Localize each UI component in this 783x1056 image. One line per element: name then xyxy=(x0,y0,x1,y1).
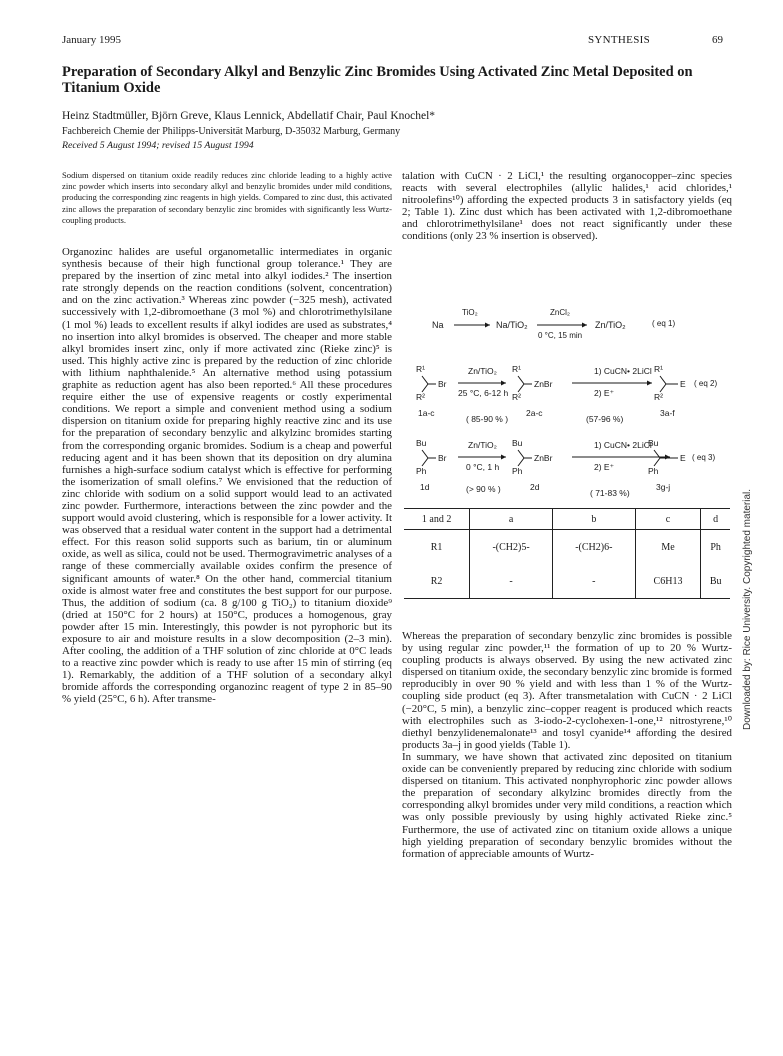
table-header-cell: c xyxy=(635,509,701,530)
eq1-reactant: Na xyxy=(432,320,444,330)
equation-2 xyxy=(416,364,717,424)
table-cell: -(CH2)6- xyxy=(552,530,635,565)
eq2-e: E xyxy=(680,379,686,389)
eq2-yield-2: (57-96 %) xyxy=(586,414,624,424)
body-left-column xyxy=(62,246,392,706)
eq1-label: ( eq 1) xyxy=(652,319,676,328)
eq3-ph-start: Ph xyxy=(416,466,427,476)
received-date: Received 5 August 1994; revised 15 August 1994 xyxy=(62,140,254,151)
body-right-top xyxy=(402,170,732,243)
eq2-yield-1: ( 85-90 % ) xyxy=(466,414,509,424)
table-header-cell: 1 and 2 xyxy=(404,509,470,530)
table-header-cell: b xyxy=(552,509,635,530)
eq2-br: Br xyxy=(438,379,447,389)
body-right-paragraph-1: Whereas the preparation of secondary benzylic zinc bromides is possible by using regular zinc powder,¹¹ the formation of up to 20 % Wurtz-coupling products is always observed. By using the new activated zinc dispersed on titanium oxide, the secondary benzylic zinc bromide is formed reproducibly in over 90 % yield and with less than 1 % of the Wurtz-coupling side product (eq 3). After transmetalation with CuCN · 2 LiCl (−20°C, 5 min), a benzylic zinc–copper reagent is produced which reacts with electrophiles such as 3-iodo-2-cyclohexen-1-one,¹² nitrostyrene,¹⁰ diethyl benzylidenemalonate¹³ and tosyl cyanide¹⁴ affording the desired products 3a–j in good yields (Table 1). xyxy=(402,630,732,751)
eq2-r1-start: R¹ xyxy=(416,364,425,374)
table-header-row xyxy=(404,509,730,530)
eq2-r1-mid: R¹ xyxy=(512,364,521,374)
eq3-ph-end: Ph xyxy=(648,466,659,476)
eq2-r2-end: R² xyxy=(654,392,663,402)
eq3-start-bonds xyxy=(422,450,436,466)
eq2-conditions: 25 °C, 6-12 h xyxy=(458,388,509,398)
body-right-bottom xyxy=(402,630,732,860)
body-right-top-text: talation with CuCN · 2 LiCl,¹ the resulting organocopper–zinc species reacts with several electrophiles (allylic halides,¹ acid chlorides,¹ nitroolefins¹⁰) affording the expected products 3 in satisfactory yields (eq 2; Table 1). Zinc dust which has been activated with 1,2-dibromoethane and chlorotrimethylsilane¹ does not react significantly under these conditions (only 23 % insertion is observed). xyxy=(402,170,732,243)
eq2-start-label: 1a-c xyxy=(418,408,435,418)
eq1-reagent-2: ZnCl₂ xyxy=(550,308,570,317)
eq3-bu-start: Bu xyxy=(416,438,427,448)
eq2-reagent: Zn/TiO₂ xyxy=(468,366,497,376)
eq3-yield-1: (> 90 % ) xyxy=(466,484,501,494)
eq3-step-1: 1) CuCN• 2LiCl xyxy=(594,440,652,450)
table-cell: R2 xyxy=(404,564,470,599)
eq3-bu-mid: Bu xyxy=(512,438,523,448)
eq2-r2-mid: R² xyxy=(512,392,521,402)
table-row xyxy=(404,530,730,565)
table-cell: Me xyxy=(635,530,701,565)
equation-3 xyxy=(416,438,715,498)
download-watermark: Downloaded by: Rice University. Copyrighted material. xyxy=(742,488,753,730)
table-cell: -(CH2)5- xyxy=(470,530,553,565)
affiliation: Fachbereich Chemie der Philipps-Universität Marburg, D-35032 Marburg, Germany xyxy=(62,126,401,137)
table-header-cell: a xyxy=(470,509,553,530)
eq1-arrowhead-1 xyxy=(485,323,490,328)
body-right-paragraph-2: In summary, we have shown that activated zinc deposited on titanium oxide can be conveniently prepared by reducing zinc chloride with sodium dispersed on titanium. This activated nonphyrophoric zinc powder allows the preparation of secondary alkylzinc bromides directly from the corresponding alkyl bromides under very mild conditions, a reaction which was only possible previously by using highly activated Rieke zinc.⁵ Furthermore, the use of activated zinc on titanium oxide allows a unique high yielding preparation of secondary benzylic bromides without the formation of appreciable amounts of Wurtz- xyxy=(402,750,732,860)
equation-1 xyxy=(432,308,675,340)
scheme-svg xyxy=(402,298,732,508)
eq1-arrowhead-2 xyxy=(582,323,587,328)
eq2-end-bonds xyxy=(660,376,678,392)
eq3-e: E xyxy=(680,453,686,463)
journal-name: SYNTHESIS xyxy=(588,34,650,46)
substituent-table xyxy=(404,508,730,599)
eq1-conditions: 0 °C, 15 min xyxy=(538,331,583,340)
article-title: Preparation of Secondary Alkyl and Benzylic Zinc Bromides Using Activated Zinc Metal Deposited on Titanium Oxide xyxy=(62,64,693,96)
eq3-conditions: 0 °C, 1 h xyxy=(466,462,500,472)
eq1-reagent-1: TiO₂ xyxy=(462,308,478,317)
running-date: January 1995 xyxy=(62,34,121,46)
eq1-product: Zn/TiO₂ xyxy=(595,320,626,330)
eq2-label: ( eq 2) xyxy=(694,379,718,388)
eq2-mid-bonds xyxy=(518,376,532,392)
abstract-text: Sodium dispersed on titanium oxide readily reduces zinc chloride leading to a highly active zinc powder which inserts into secondary alkyl and benzylic bromides under mild conditions, producing the corresponding zinc reagents in high yields. Compared to zinc dust, this activated zinc allows the preparation of secondary benzylic zinc bromides with significantly less Wurtz-coupling products. xyxy=(62,170,392,225)
eq3-mid-bonds xyxy=(518,450,532,466)
table-header-cell: d xyxy=(701,509,730,530)
page-number: 69 xyxy=(712,34,723,46)
eq2-mid-label: 2a-c xyxy=(526,408,543,418)
eq3-znbr: ZnBr xyxy=(534,453,553,463)
table-cell: - xyxy=(552,564,635,599)
eq2-znbr: ZnBr xyxy=(534,379,553,389)
reaction-schemes xyxy=(402,298,732,624)
eq2-product-label: 3a-f xyxy=(660,408,675,418)
eq3-bu-end: Bu xyxy=(648,438,659,448)
eq3-arrowhead-2 xyxy=(665,455,670,460)
eq2-arrowhead-2 xyxy=(647,381,652,386)
eq3-mid-label: 2d xyxy=(530,482,540,492)
authors: Heinz Stadtmüller, Björn Greve, Klaus Lennick, Abdellatif Chair, Paul Knochel* xyxy=(62,110,436,122)
eq3-br: Br xyxy=(438,453,447,463)
table-row xyxy=(404,564,730,599)
eq2-arrowhead-1 xyxy=(501,381,506,386)
eq2-r2-start: R² xyxy=(416,392,425,402)
table-cell: C6H13 xyxy=(635,564,701,599)
table-cell: Ph xyxy=(701,530,730,565)
eq3-step-2: 2) E⁺ xyxy=(594,462,615,472)
eq2-step-1: 1) CuCN• 2LiCl xyxy=(594,366,652,376)
eq3-reagent: Zn/TiO₂ xyxy=(468,440,497,450)
eq3-arrowhead-1 xyxy=(501,455,506,460)
eq3-product-label: 3g-j xyxy=(656,482,671,492)
table-cell: - xyxy=(470,564,553,599)
eq2-step-2: 2) E⁺ xyxy=(594,388,615,398)
eq3-ph-mid: Ph xyxy=(512,466,523,476)
table-cell: Bu xyxy=(701,564,730,599)
eq3-end-bonds xyxy=(654,450,678,466)
eq3-yield-2: ( 71-83 %) xyxy=(590,488,630,498)
eq2-start-bonds xyxy=(422,376,436,392)
eq3-start-label: 1d xyxy=(420,482,430,492)
abstract xyxy=(62,170,392,226)
body-left-text: Organozinc halides are useful organometallic intermediates in organic synthesis because of their high functional group tolerance.¹ They are prepared by the insertion of zinc metal into alkyl iodides.² The insertion rate strongly depends on the reaction conditions (solvent, concentration) and on the zinc activation.³ Whereas zinc powder (−325 mesh), activated successively with 1,2-dibromoethane (3 mol %) and chlorotrimethylsilane (1 mol %) leads to excellent results if alkyl iodides are used as substrates,⁴ no insertion into alkyl bromides is observed. The cheaper and more stable alkyl bromides insert zinc, only if more activated zinc (Rieke zinc)⁵ is used. This highly active zinc is prepared by the reduction of zinc chloride with lithium naphthalenide.⁵ An alternative method using potassium graphite as reduction agent has also been reported.⁶ All these procedures require either the use of expensive reagents or costly experimental conditions. We report a simple and convenient method using a sodium dispersion on titanium oxide for preparing highly reactive zinc and its use for the preparation of secondary benzylic and alkylzinc bromides starting from the corresponding organic bromides. Sodium is a cheap and powerful reducing agent and it has been shown that its deposition on dry alumina furnishes a high-surface sodium catalyst which is effective for performing the isomerization of small olefins.⁷ We envisioned that the reduction of zinc chloride with sodium on a solid support would lead to an activated zinc powder. Furthermore, interactions between the zinc powder and the support would avoid clustering, which is responsible for a lower activity. It was observed that a residual water content in the support had a detrimental effect. For this reason solid supports such as barium, tin or aluminum oxide, as well as silica, could not be used. Thermogravimetric analyses of a range of these commercially available oxides confirm the presence of significant amounts of water.⁸ On the other hand, commercial titanium oxide is almost water free and constitutes the best support for our purpose. Thus, the addition of sodium (ca. 8 g/100 g TiO₂) to titanium dioxide⁹ (dried at 150°C for 2 hours) at 150°C, produces a homogenous, gray powder after 15 min. Interestingly, this powder is not pyrophoric but its exposure to air and moisture results in a slow decomposition (2–3 min). After cooling, the addition of a THF solution of zinc chloride at 0°C leads to a reactive zinc powder which is ready to use after 15 min of stirring (eq 1). Remarkably, the addition of a THF solution of a secondary alkyl bromide affords the corresponding organozinc reagent of type 2 in 85–90 % yield (25°C, 6 h). After transme- xyxy=(62,246,392,706)
table-cell: R1 xyxy=(430,541,443,553)
eq1-intermediate: Na/TiO₂ xyxy=(496,320,528,330)
eq2-r1-end: R¹ xyxy=(654,364,663,374)
eq3-label: ( eq 3) xyxy=(692,453,716,462)
